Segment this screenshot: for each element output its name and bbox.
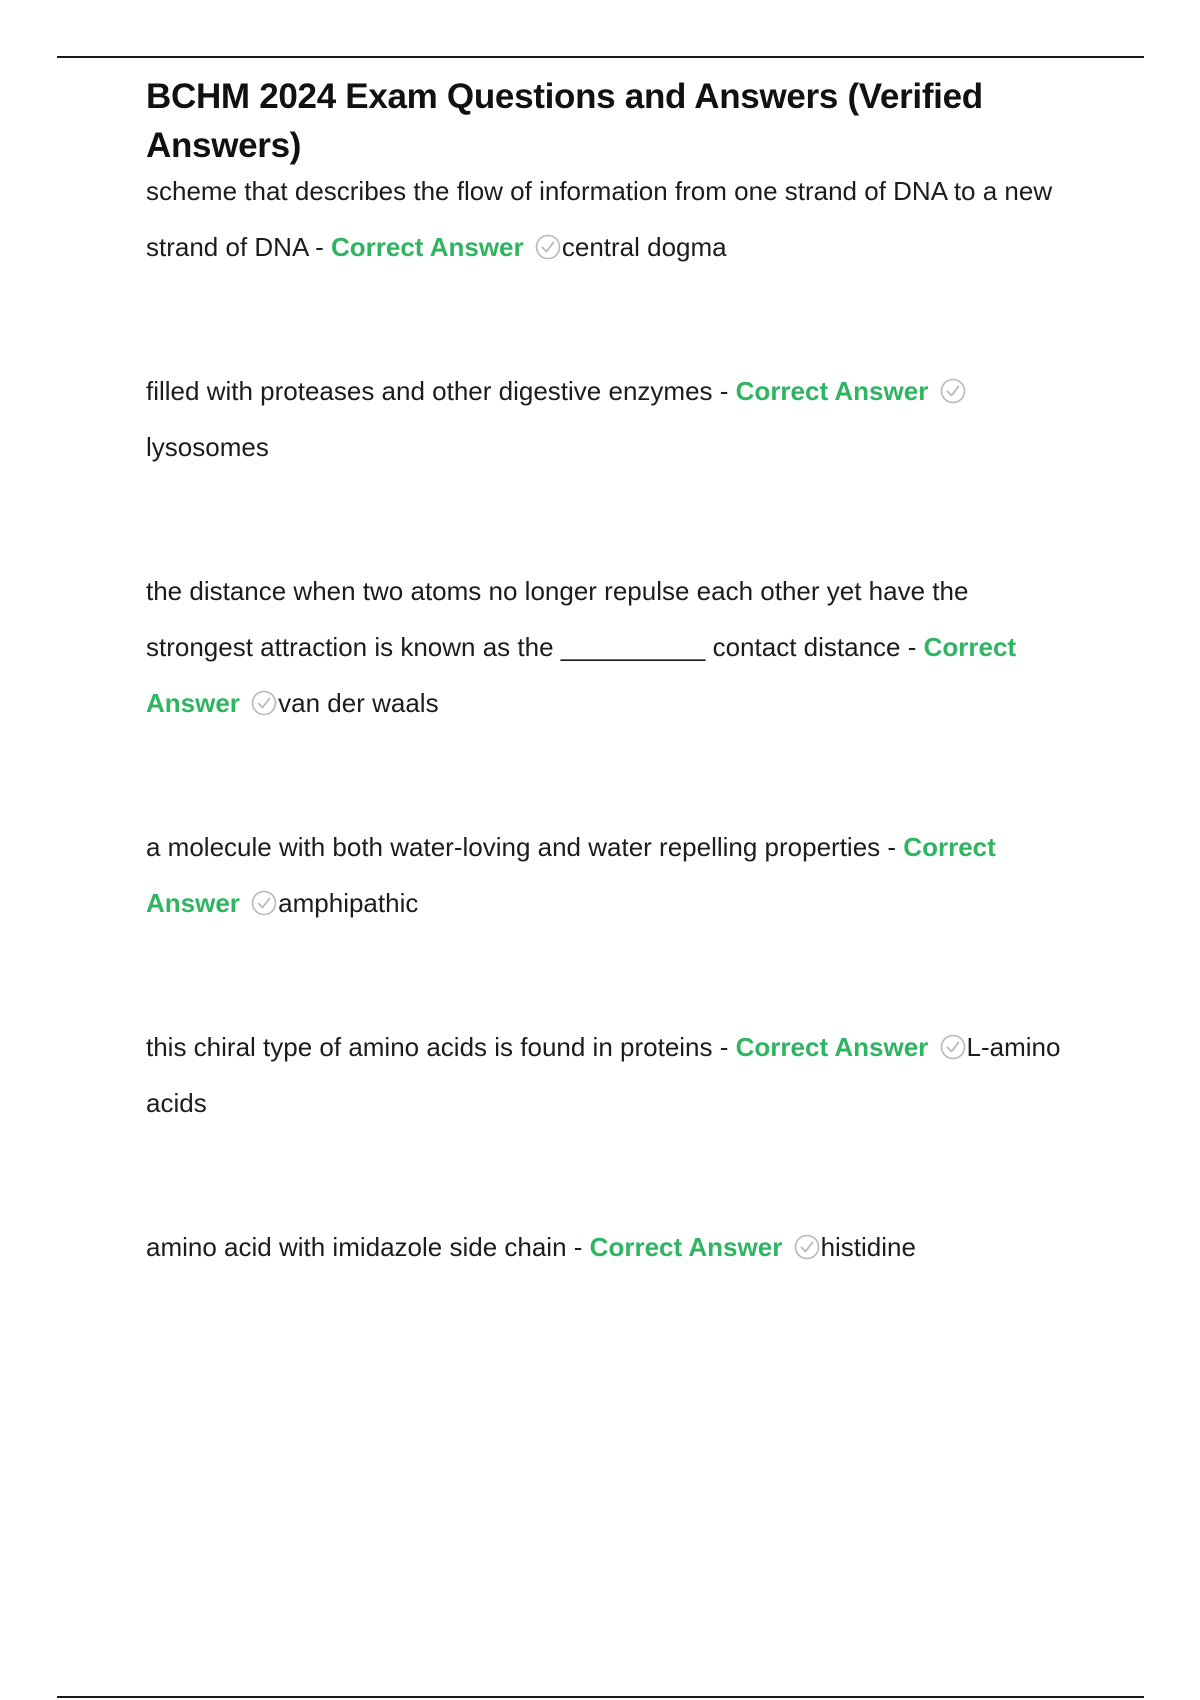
document-title: BCHM 2024 Exam Questions and Answers (Verified Answers)	[146, 77, 983, 165]
check-circle-icon	[250, 689, 278, 717]
question-text: this chiral type of amino acids is found in proteins -	[146, 1032, 729, 1062]
correct-answer-label: Correct Answer	[146, 632, 1017, 718]
bottom-rule	[57, 1696, 1144, 1698]
qa-item	[146, 563, 1076, 731]
answer-text: van der waals	[278, 688, 439, 718]
check-circle-icon	[534, 233, 562, 261]
qa-item	[146, 1219, 1076, 1275]
question-text: filled with proteases and other digestive enzymes -	[146, 376, 729, 406]
document-body	[146, 72, 1076, 1275]
check-circle-icon	[939, 377, 967, 405]
correct-answer-label: Correct Answer	[146, 832, 996, 918]
answer-text: central dogma	[561, 232, 727, 262]
qa-item	[146, 819, 1076, 931]
answer-text: lysosomes	[146, 432, 269, 462]
qa-item	[146, 1019, 1076, 1131]
correct-answer-label: Correct Answer	[735, 376, 929, 406]
check-circle-icon	[793, 1233, 821, 1261]
question-text: the distance when two atoms no longer repulse each other yet have the strongest attraction is known as the __________ contact distance -	[146, 576, 969, 662]
answer-text: L-amino acids	[146, 1032, 1061, 1118]
correct-answer-label: Correct Answer	[735, 1032, 929, 1062]
answer-text: amphipathic	[278, 888, 419, 918]
question-text: scheme that describes the flow of information from one strand of DNA to a new strand of DNA -	[146, 176, 1053, 262]
check-circle-icon	[250, 889, 278, 917]
question-text: a molecule with both water-loving and water repelling properties -	[146, 832, 897, 862]
correct-answer-label: Correct Answer	[330, 232, 524, 262]
qa-item	[146, 363, 1076, 475]
correct-answer-label: Correct Answer	[589, 1232, 783, 1262]
check-circle-icon	[939, 1033, 967, 1061]
answer-text: histidine	[820, 1232, 916, 1262]
question-text: amino acid with imidazole side chain -	[146, 1232, 583, 1262]
qa-item	[146, 163, 1076, 275]
top-rule	[57, 56, 1144, 58]
